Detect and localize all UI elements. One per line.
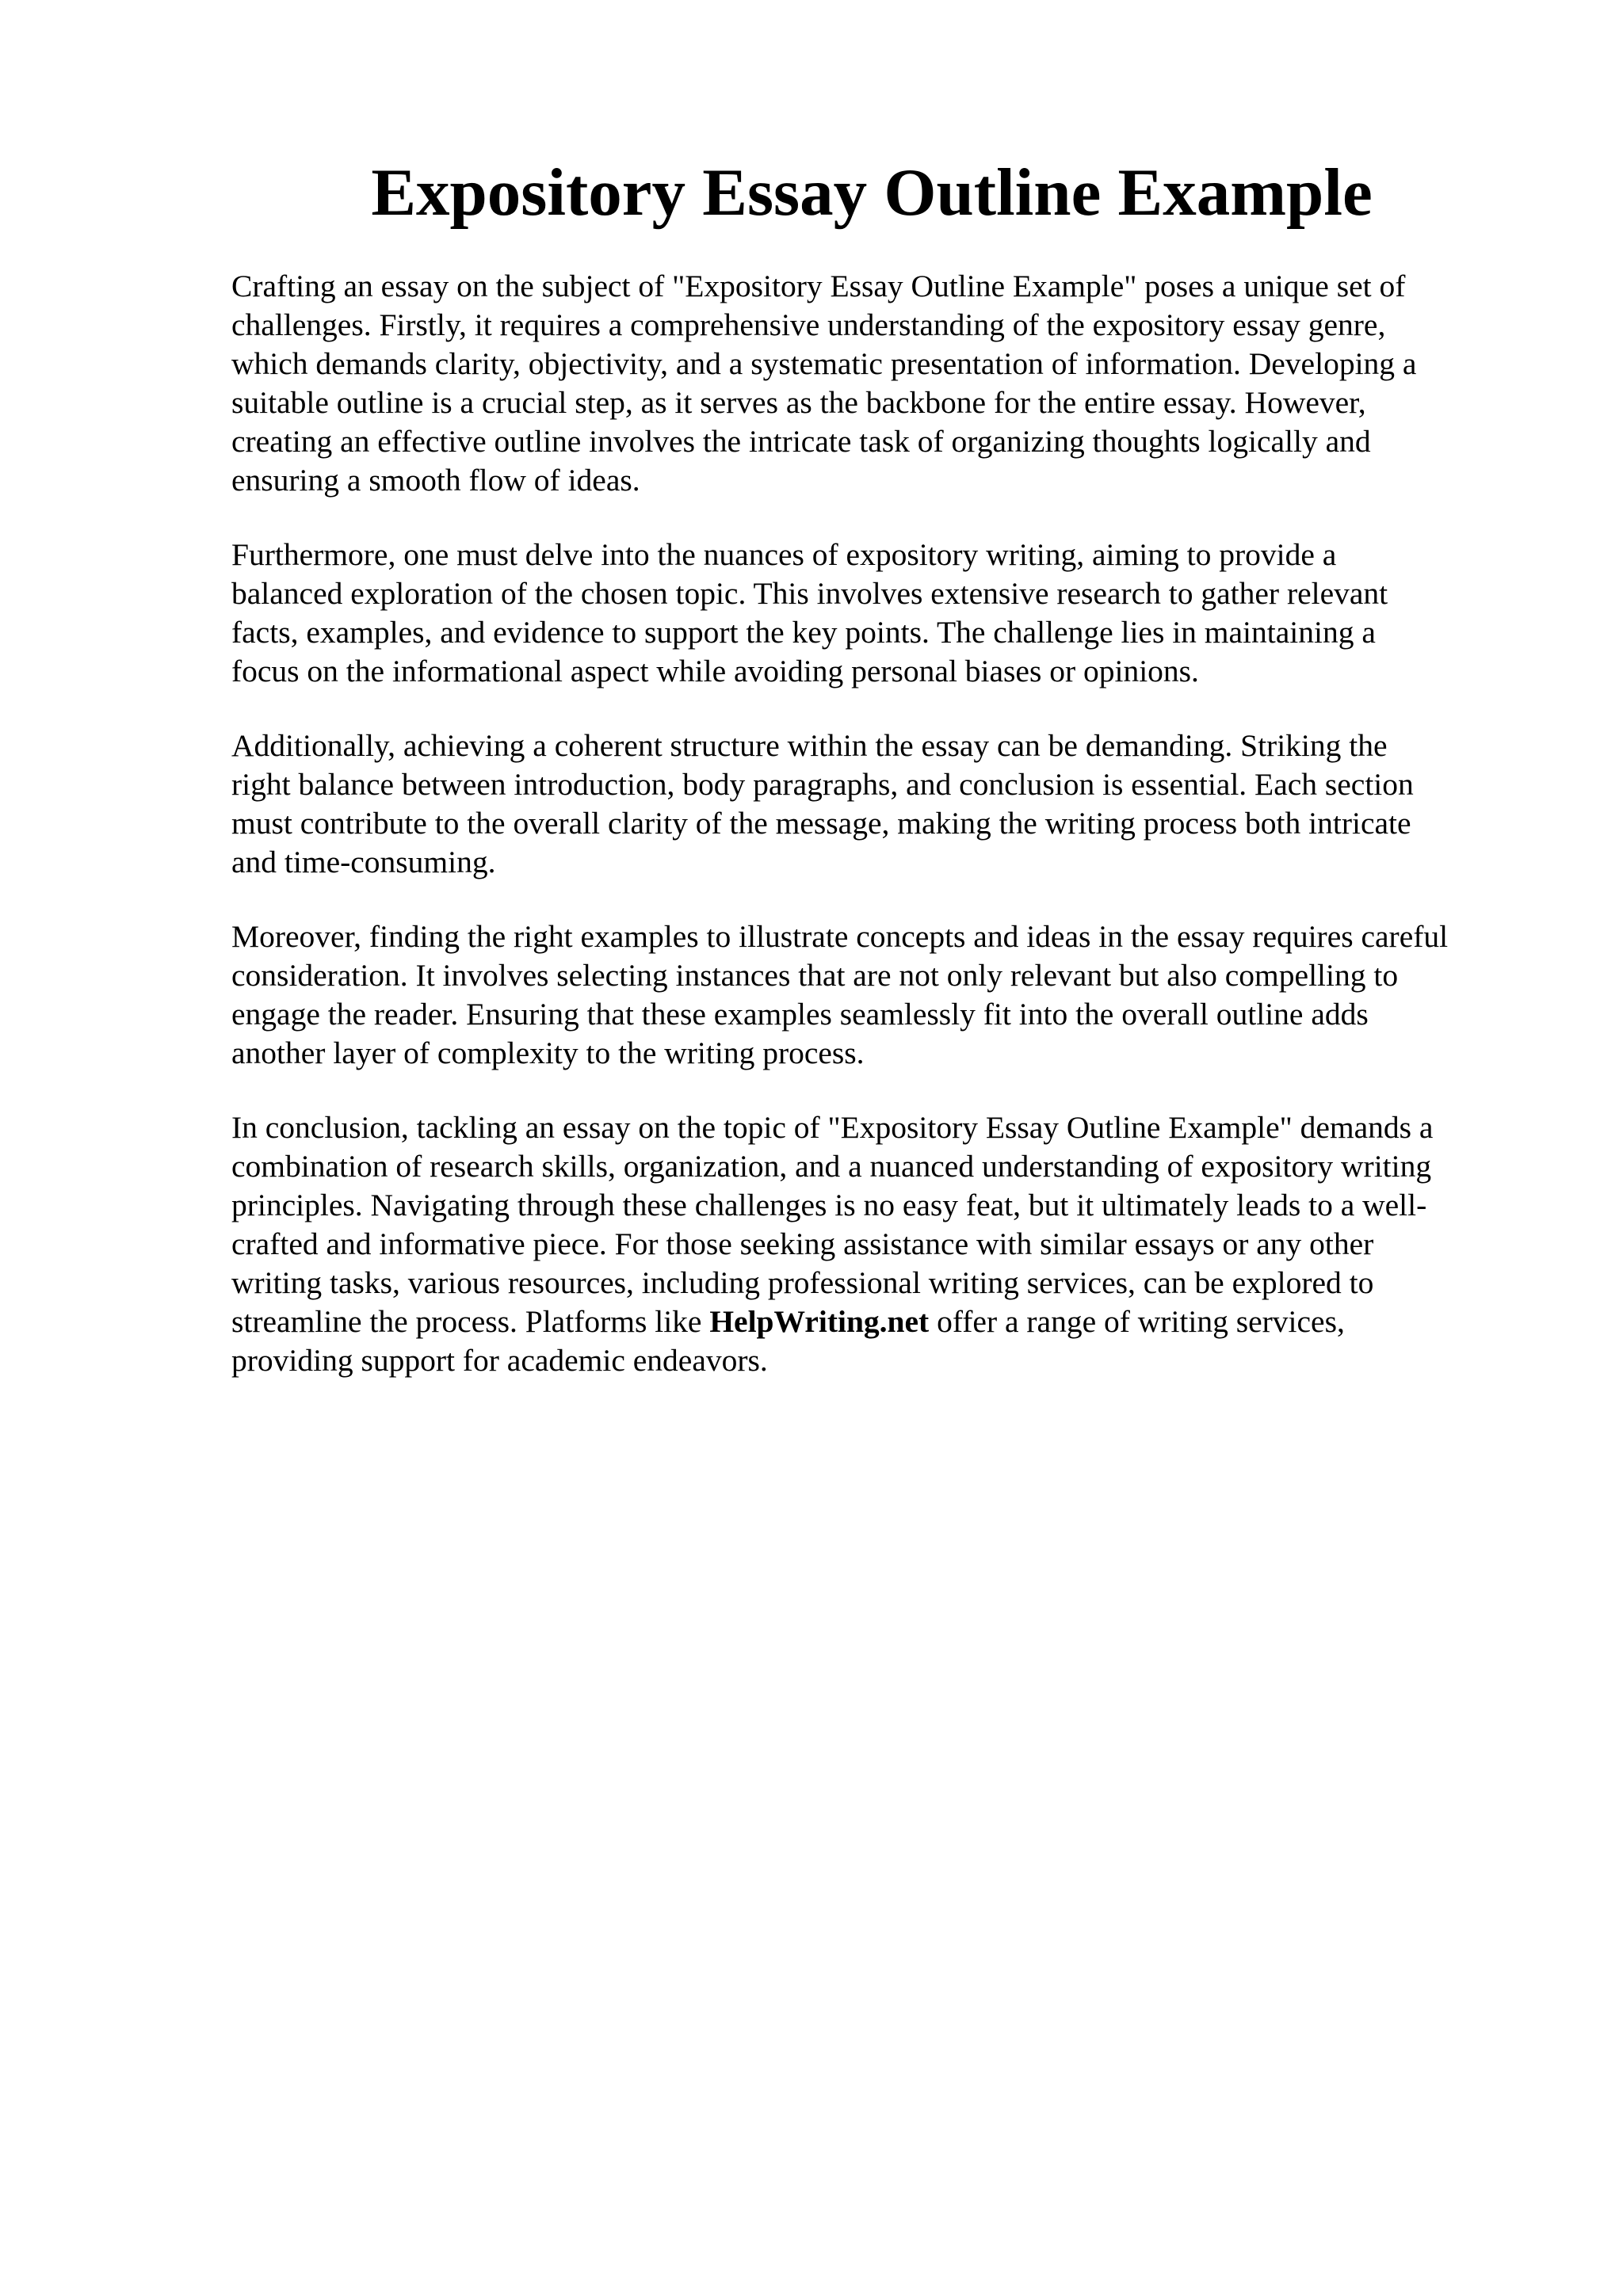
document-body bbox=[231, 267, 1515, 1416]
document-title: Expository Essay Outline Example bbox=[371, 155, 1373, 230]
paragraph-4 bbox=[231, 917, 1515, 1073]
text-line: suitable outline is a crucial step, as it serves as the backbone for the entire essay. However, bbox=[231, 385, 1366, 420]
text-line: providing support for academic endeavors. bbox=[231, 1343, 768, 1378]
text-line: consideration. It involves selecting instances that are not only relevant but also compelling to bbox=[231, 958, 1399, 993]
helpwriting-link[interactable]: HelpWriting.net bbox=[709, 1304, 930, 1339]
text-line: combination of research skills, organization, and a nuanced understanding of expository writing bbox=[231, 1149, 1432, 1184]
text-line: In conclusion, tackling an essay on the topic of "Expository Essay Outline Example" demands a bbox=[231, 1110, 1434, 1145]
paragraph-5 bbox=[231, 1108, 1515, 1380]
text-line: creating an effective outline involves the intricate task of organizing thoughts logically and bbox=[231, 424, 1371, 459]
text-line: Crafting an essay on the subject of "Expository Essay Outline Example" poses a unique set of bbox=[231, 269, 1406, 303]
text-line: must contribute to the overall clarity of the message, making the writing process both intricate bbox=[231, 806, 1411, 841]
text-line: Additionally, achieving a coherent structure within the essay can be demanding. Striking the bbox=[231, 728, 1388, 763]
text-line: right balance between introduction, body paragraphs, and conclusion is essential. Each section bbox=[231, 767, 1414, 802]
text-fragment: streamline the process. Platforms like bbox=[231, 1304, 710, 1339]
text-line: principles. Navigating through these challenges is no easy feat, but it ultimately leads to a well- bbox=[231, 1188, 1427, 1222]
text-line: and time-consuming. bbox=[231, 845, 496, 879]
paragraph-2 bbox=[231, 536, 1515, 691]
paragraph-1 bbox=[231, 267, 1515, 500]
text-line: Moreover, finding the right examples to illustrate concepts and ideas in the essay requires careful bbox=[231, 919, 1449, 954]
text-line: writing tasks, various resources, including professional writing services, can be explored to bbox=[231, 1265, 1374, 1300]
text-line: challenges. Firstly, it requires a comprehensive understanding of the expository essay genre, bbox=[231, 307, 1386, 342]
text-fragment: offer a range of writing services, bbox=[929, 1304, 1345, 1339]
text-line: crafted and informative piece. For those seeking assistance with similar essays or any other bbox=[231, 1226, 1374, 1261]
text-line: another layer of complexity to the writing process. bbox=[231, 1035, 865, 1070]
text-line: balanced exploration of the chosen topic. This involves extensive research to gather relevant bbox=[231, 576, 1388, 611]
text-line: ensuring a smooth flow of ideas. bbox=[231, 463, 640, 498]
text-line-with-brand bbox=[231, 1302, 1515, 1341]
text-line: engage the reader. Ensuring that these examples seamlessly fit into the overall outline adds bbox=[231, 997, 1369, 1032]
text-line: focus on the informational aspect while avoiding personal biases or opinions. bbox=[231, 654, 1199, 688]
text-line: facts, examples, and evidence to support the key points. The challenge lies in maintaining a bbox=[231, 615, 1376, 650]
paragraph-3 bbox=[231, 727, 1515, 882]
text-line: which demands clarity, objectivity, and a systematic presentation of information. Developing a bbox=[231, 346, 1417, 381]
text-line: Furthermore, one must delve into the nuances of expository writing, aiming to provide a bbox=[231, 537, 1337, 572]
